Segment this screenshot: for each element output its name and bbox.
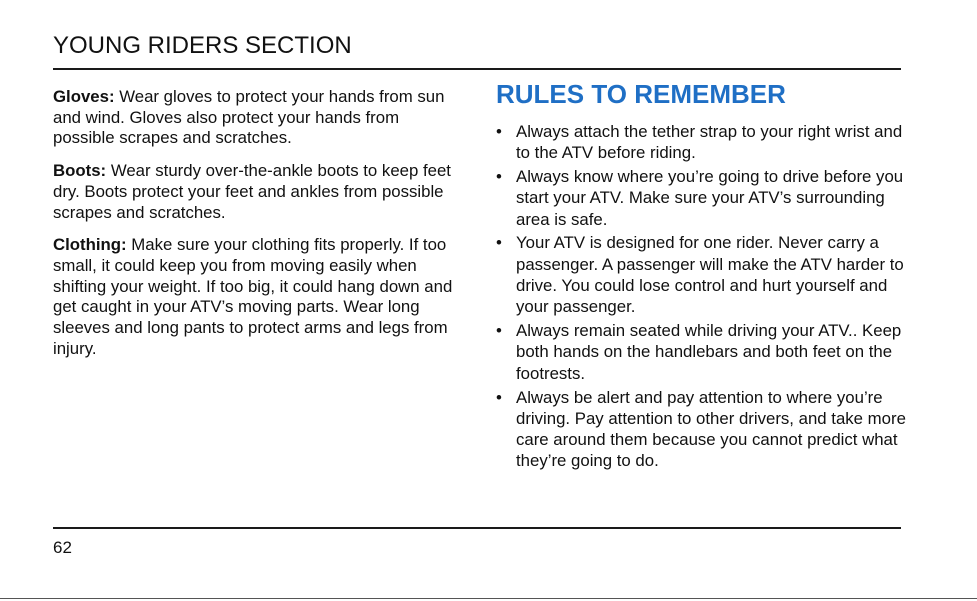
rule-item (496, 387, 906, 472)
bullet-icon: • (496, 321, 502, 341)
rules-heading: RULES TO REMEMBER (496, 79, 786, 109)
rule-item (496, 320, 906, 384)
rule-text: Your ATV is designed for one rider. Never carry a passenger. A passenger will make the ATV harder to drive. You could lose control and hurt yourself and your passenger. (516, 233, 904, 317)
gear-item-clothing (53, 235, 463, 359)
rule-text: Always know where you’re going to drive before you start your ATV. Make sure your ATV’s surrounding area is safe. (516, 167, 904, 229)
gear-text-gloves: Wear gloves to protect your hands from sun and wind. Gloves also protect your hands from possible scrapes and scratches. (53, 87, 445, 148)
page-edge-line (0, 598, 977, 599)
bullet-icon: • (496, 122, 502, 141)
page-number: 62 (53, 538, 72, 557)
gear-item-gloves (53, 87, 463, 149)
rule-text: Always attach the tether strap to your right wrist and to the ATV before riding. (516, 122, 903, 163)
gear-term-gloves: Gloves: (53, 87, 115, 106)
gear-term-boots: Boots: (53, 161, 107, 181)
gear-text-clothing: Make sure your clothing fits properly. If too small, it could keep you from moving easily when shifting your weight. If too big, it could hang down and get caught in your ATV’s moving parts. Wear long sleeves and long pants to protect arms and legs from injury. (53, 235, 453, 358)
rule-item (496, 232, 906, 317)
rule-item (496, 166, 906, 230)
rule-text: Always remain seated while driving your ATV.. Keep both hands on the handlebars and both feet on the footrests. (516, 321, 902, 383)
gear-text-boots: Wear sturdy over-the-ankle boots to keep feet dry. Boots protect your feet and ankles from possible scrapes and scratches. (53, 161, 451, 222)
gear-item-boots (53, 161, 463, 223)
bullet-icon: • (496, 233, 502, 253)
header-divider (53, 68, 901, 70)
gear-description-column (53, 87, 463, 371)
rule-item (496, 121, 906, 164)
bullet-icon: • (496, 387, 502, 407)
rule-text: Always be alert and pay attention to where you’re driving. Pay attention to other drivers, and take more care around them because you cannot predict what they’re going to do. (516, 387, 906, 471)
bullet-icon: • (496, 167, 502, 187)
gear-term-clothing: Clothing: (53, 235, 127, 255)
section-title: YOUNG RIDERS SECTION (53, 32, 352, 59)
rules-list (496, 121, 906, 472)
footer-divider (53, 527, 901, 529)
rules-column (496, 79, 906, 474)
